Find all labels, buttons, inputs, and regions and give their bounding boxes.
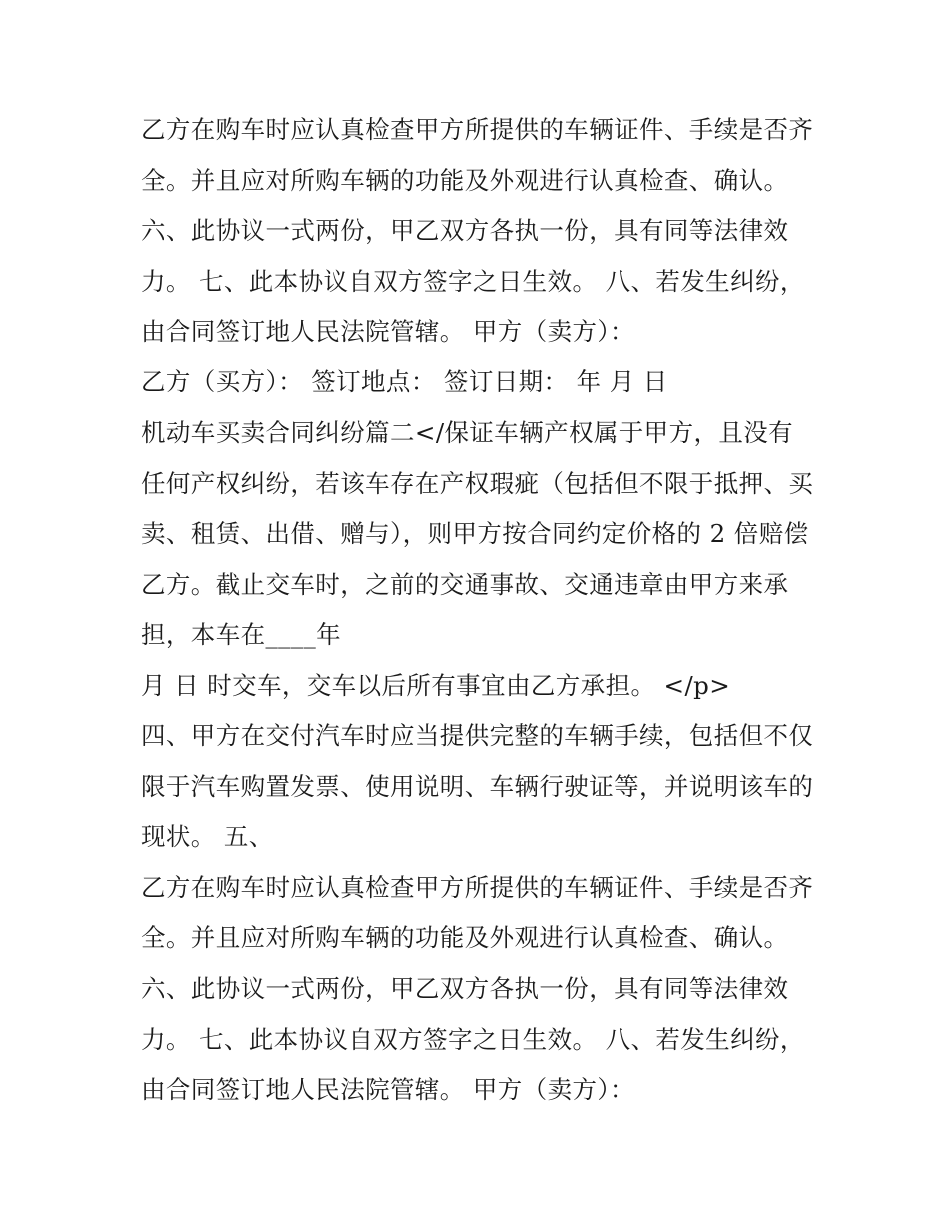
text-line-20: 由合同签订地人民法院管辖。 甲方（卖方）： xyxy=(141,1075,635,1104)
text-line-9: 卖、租赁、出借、赠与），则甲方按合同约定价格的 2 倍赔偿 xyxy=(141,519,809,548)
text-line-8: 任何产权纠纷，若该车存在产权瑕疵（包括但不限于抵押、买 xyxy=(141,469,814,498)
text-line-14: 限于汽车购置发票、使用说明、车辆行驶证等，并说明该车的 xyxy=(141,772,814,801)
text-line-4: 力。 七、此本协议自双方签字之日生效。 八、若发生纠纷， xyxy=(141,267,805,296)
text-line-6: 乙方（买方）： 签订地点： 签订日期： 年 月 日 xyxy=(141,367,668,396)
text-line-2: 全。并且应对所购车辆的功能及外观进行认真检查、确认。 xyxy=(141,166,789,195)
text-line-3: 六、此协议一式两份，甲乙双方各执一份，具有同等法律效 xyxy=(141,216,789,245)
text-line-7: 机动车买卖合同纠纷篇二</保证车辆产权属于甲方，且没有 xyxy=(141,418,794,447)
text-line-19: 力。 七、此本协议自双方签字之日生效。 八、若发生纠纷， xyxy=(141,1025,805,1054)
text-line-13: 四、甲方在交付汽车时应当提供完整的车辆手续，包括但不仅 xyxy=(141,721,814,750)
text-line-17: 全。并且应对所购车辆的功能及外观进行认真检查、确认。 xyxy=(141,923,789,952)
text-line-5: 由合同签订地人民法院管辖。 甲方（卖方）： xyxy=(141,317,635,346)
text-line-12: 月 日 时交车，交车以后所有事宜由乙方承担。 </p> xyxy=(141,671,731,700)
text-line-1: 乙方在购车时应认真检查甲方所提供的车辆证件、手续是否齐 xyxy=(141,115,814,144)
text-line-16: 乙方在购车时应认真检查甲方所提供的车辆证件、手续是否齐 xyxy=(141,873,814,902)
text-line-11: 担，本车在____年 xyxy=(141,620,341,649)
text-line-10: 乙方。截止交车时，之前的交通事故、交通违章由甲方来承 xyxy=(141,570,789,599)
text-line-18: 六、此协议一式两份，甲乙双方各执一份，具有同等法律效 xyxy=(141,974,789,1003)
text-line-15: 现状。 五、 xyxy=(141,822,274,851)
